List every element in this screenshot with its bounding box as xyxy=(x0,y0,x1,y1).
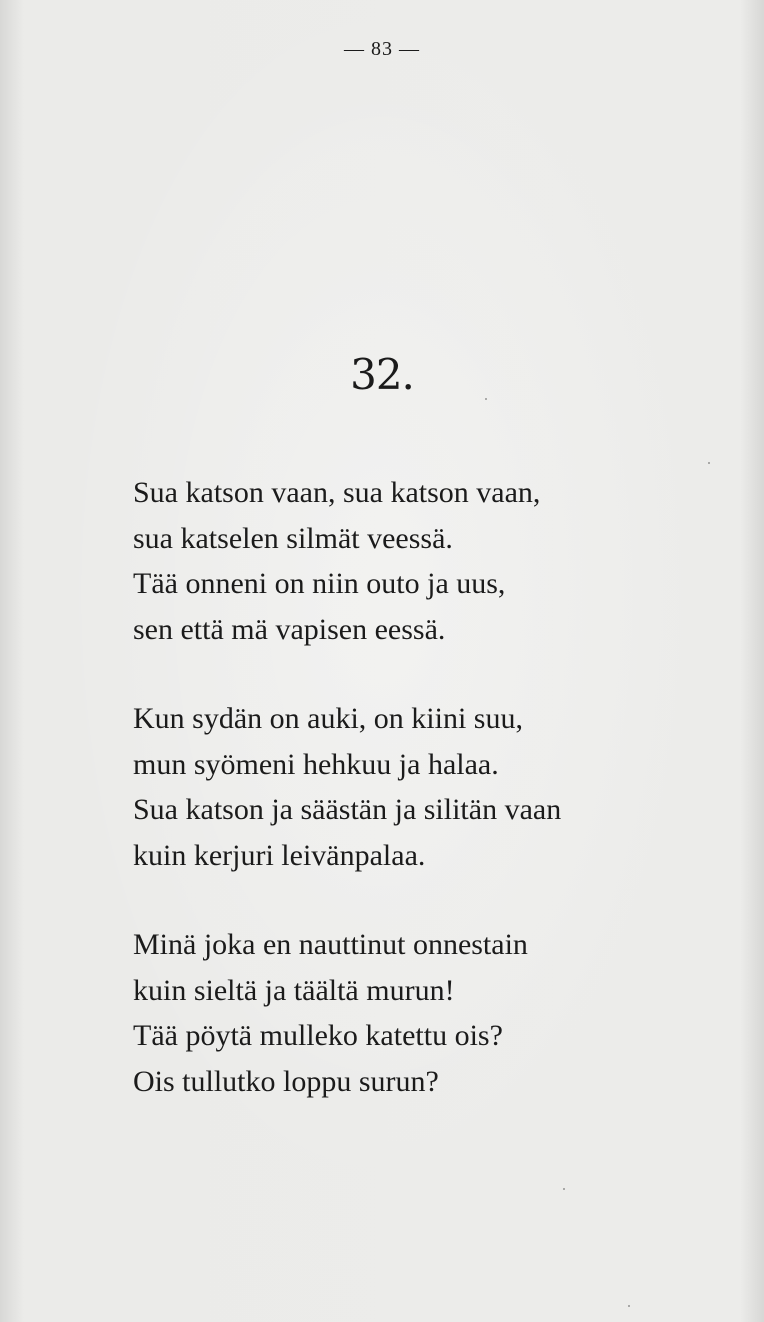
stanza-1 xyxy=(133,470,540,652)
poem-line: Ois tullutko loppu surun? xyxy=(133,1064,439,1098)
paper-speck xyxy=(708,462,710,464)
stanza-2 xyxy=(133,696,561,878)
poem-line: Tää onneni on niin outo ja uus, xyxy=(133,567,506,600)
paper-speck xyxy=(628,1305,630,1307)
poem-line: Sua katson ja säästän ja silitän vaan xyxy=(133,793,562,826)
page-number: — 83 — xyxy=(344,38,420,60)
poem-line: sua katselen silmät veessä. xyxy=(133,521,453,555)
poem-line: kuin sieltä ja täältä murun! xyxy=(133,973,455,1007)
poem-line: kuin kerjuri leivänpalaa. xyxy=(133,838,426,872)
poem-number: 32. xyxy=(350,350,414,399)
stanza-3 xyxy=(133,922,528,1104)
paper-speck xyxy=(485,398,487,400)
poem-line: Kun sydän on auki, on kiini suu, xyxy=(133,702,523,735)
paper-speck xyxy=(563,1188,565,1190)
show-through-texture xyxy=(110,105,117,151)
poem-line: mun syömeni hehkuu ja halaa. xyxy=(133,747,499,781)
poem-line: Sua katson vaan, sua katson vaan, xyxy=(133,476,541,509)
poem-line: Minä joka en nauttinut onnestain xyxy=(133,928,528,961)
poem-line: sen että mä vapisen eessä. xyxy=(133,612,446,646)
poem-line: Tää pöytä mulleko katettu ois? xyxy=(133,1019,503,1052)
